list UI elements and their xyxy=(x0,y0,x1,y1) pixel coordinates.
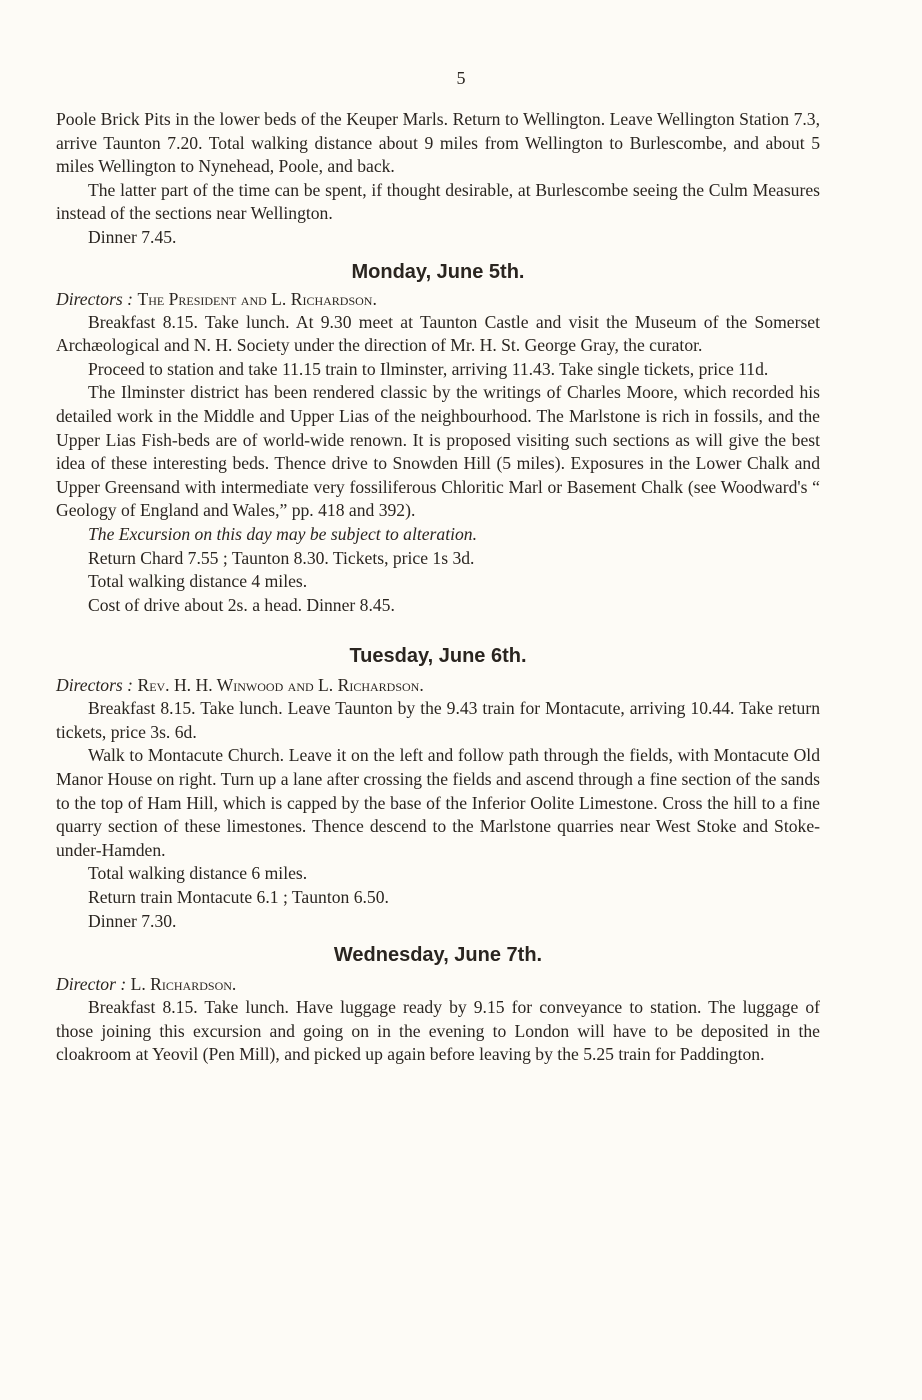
monday-paragraph-2: Proceed to station and take 11.15 train to Ilminster, arriving 11.43. Take single tickets, price 11d. xyxy=(88,358,769,379)
monday-return-line: Return Chard 7.55 ; Taunton 8.30. Tickets, price 1s 3d. xyxy=(88,547,475,568)
tuesday-paragraph-1: Breakfast 8.15. Take lunch. Leave Taunton by the 9.43 train for Montacute, arriving 10.44. Take return tickets, price 3s. 6d. xyxy=(56,698,820,742)
monday-cost-line: Cost of drive about 2s. a head. Dinner 8.45. xyxy=(88,594,395,615)
tuesday-directors-names: Rev. H. H. Winwood and L. Richardson. xyxy=(137,675,424,696)
tuesday-directors-label: Directors : xyxy=(56,675,134,696)
wednesday-heading: Wednesday, June 7th. xyxy=(333,944,543,967)
wednesday-directors xyxy=(56,972,820,996)
monday-paragraph-3: The Ilminster district has been rendered classic by the writings of Charles Moore, which recorded his detailed work in the Middle and Upper Lias of the neighbourhood. The Marlstone is rich in fossils, and the Upper Lias Fish-beds are of world-wide renown. It is proposed visiting such sections as will give the best idea of these interesting beds. Thence drive to Snowden Hill (5 miles). Exposures in the Lower Chalk and Upper Greensand with intermediate very fossiliferous Chloritic Marl or Basement Chalk (see Woodward's “ Geology of England and Wales,” pp. 418 and 392). xyxy=(56,382,820,521)
monday-alteration-note: The Excursion on this day may be subject to alteration. xyxy=(88,523,477,544)
monday-directors-names: The President and L. Richardson. xyxy=(137,288,377,309)
wednesday-directors-label: Director : xyxy=(56,974,127,995)
tuesday-paragraph-2: Walk to Montacute Church. Leave it on the left and follow path through the fields, with Montacute Old Manor House on right. Turn up a lane after crossing the fields and ascend through a fine section of the sands to the top of Ham Hill, which is capped by the base of the Inferior Oolite Limestone. Cross the hill to a fine quarry section of these limestones. Thence descend to the Marlstone quarries near West Stoke and Stoke-under-Hamden. xyxy=(56,745,820,860)
tuesday-directors xyxy=(56,673,820,697)
page-number: 5 xyxy=(456,68,466,88)
monday-heading: Monday, June 5th. xyxy=(351,260,525,283)
tuesday-dinner-line: Dinner 7.30. xyxy=(88,910,177,931)
tuesday-heading: Tuesday, June 6th. xyxy=(349,645,527,668)
monday-walking-line: Total walking distance 4 miles. xyxy=(88,571,308,592)
wednesday-paragraph-1: Breakfast 8.15. Take lunch. Have luggage ready by 9.15 for conveyance to station. The luggage of those joining this excursion and going on in the evening to London will have to be deposited in the cloakroom at Yeovil (Pen Mill), and picked up again before leaving by the 5.25 train for Paddington. xyxy=(56,997,820,1065)
intro-dinner-line: Dinner 7.45. xyxy=(88,226,177,247)
wednesday-directors-names: L. Richardson. xyxy=(130,974,237,995)
intro-paragraph-2: The latter part of the time can be spent, if thought desirable, at Burlescombe seeing the Culm Measures instead of the sections near Wellington. xyxy=(56,179,820,224)
monday-directors xyxy=(56,287,820,311)
page-body xyxy=(56,108,820,1067)
monday-directors-label: Directors : xyxy=(56,288,134,309)
intro-paragraph-1: Poole Brick Pits in the lower beds of the Keuper Marls. Return to Wellington. Leave Wellington Station 7.3, arrive Taunton 7.20. Total walking distance about 9 miles from Wellington to Burlescombe, and about 5 miles Wellington to Nynehead, Poole, and back. xyxy=(56,109,820,177)
tuesday-return-line: Return train Montacute 6.1 ; Taunton 6.50. xyxy=(88,887,389,908)
monday-paragraph-1: Breakfast 8.15. Take lunch. At 9.30 meet at Taunton Castle and visit the Museum of the Somerset Archæological and N. H. Society under the direction of Mr. H. St. George Gray, the curator. xyxy=(56,311,820,356)
tuesday-walking-line: Total walking distance 6 miles. xyxy=(88,863,308,884)
